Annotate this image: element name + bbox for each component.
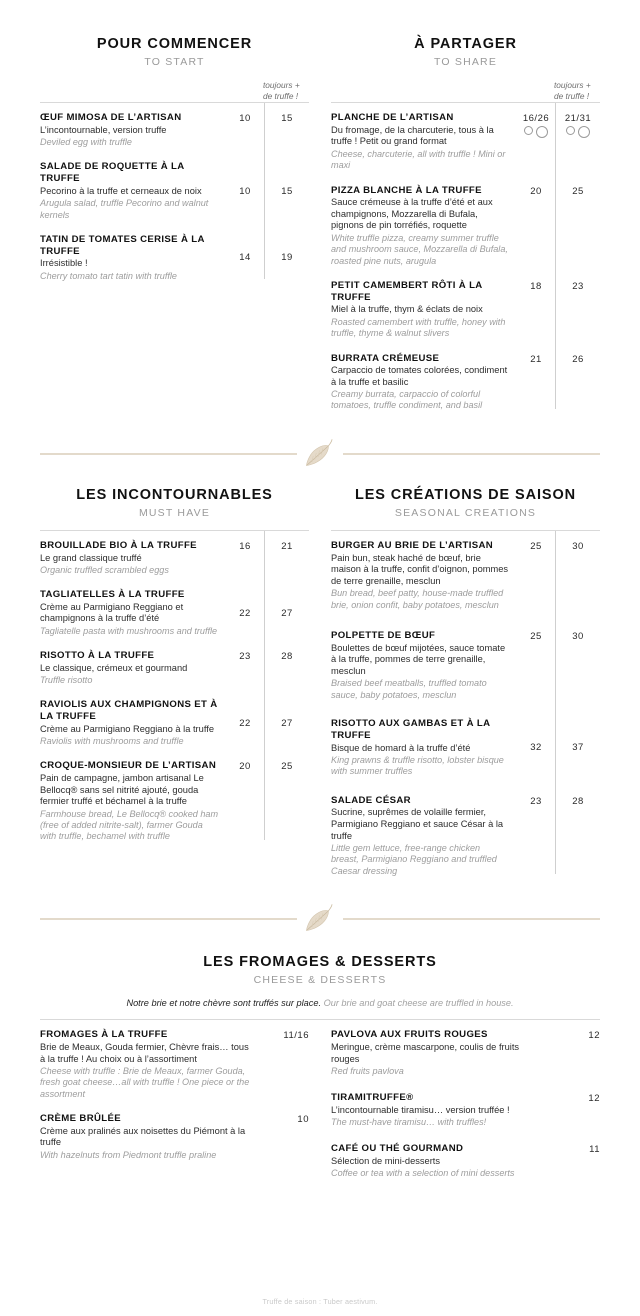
column-les-incontournables: [40, 487, 309, 880]
menu-item[interactable]: [331, 343, 600, 415]
column-fromages: [40, 1020, 309, 1182]
item-price-standard: 20: [239, 761, 251, 773]
column-a-partager: [331, 36, 600, 415]
price-note: [40, 80, 309, 102]
section-subtitle: SEASONAL CREATIONS: [394, 506, 537, 519]
item-name: CROQUE-MONSIEUR DE L’ARTISAN: [40, 760, 217, 772]
section-header: [331, 36, 600, 68]
item-name: PIZZA BLANCHE À LA TRUFFE: [331, 184, 482, 196]
item-description: L’incontournable, version truffe: [40, 124, 167, 135]
ornament-divider: [40, 437, 600, 471]
menu-item[interactable]: [331, 1080, 600, 1131]
item-description: Crème au Parmigiano Reggiano et champignons à la truffe d’été: [40, 601, 184, 624]
section-subtitle: CHEESE & DESSERTS: [253, 973, 387, 986]
cheese-notice-en: Our brie and goat cheese are truffled in house.: [323, 998, 514, 1009]
item-price-extra-truffle: 28: [281, 651, 293, 663]
item-price-standard: 20: [530, 185, 542, 197]
item-list: [331, 1020, 600, 1182]
item-name: ŒUF MIMOSA DE L’ARTISAN: [40, 112, 182, 124]
price-column-divider: [264, 103, 265, 279]
item-price-standard: 16: [239, 541, 251, 553]
item-description-en: Truffle risotto: [40, 674, 93, 685]
menu-item[interactable]: [40, 689, 309, 750]
menu-block-starters: [40, 36, 600, 415]
item-name: POLPETTE DE BŒUF: [331, 630, 436, 642]
footer-note: Truffe de saison : Tuber aestivum.: [262, 1297, 378, 1306]
divider-line-right: [343, 918, 600, 919]
item-description-en: King prawns & truffle risotto, lobster bisque with summer truffles: [331, 754, 504, 777]
item-name: PETIT CAMEMBERT RÔTI À LA TRUFFE: [331, 280, 483, 303]
item-price-extra-truffle: 19: [281, 252, 293, 264]
price-value: 16/26: [522, 113, 550, 125]
ornament-divider: [40, 902, 600, 936]
price-column-divider: [555, 103, 556, 409]
item-name: TATIN DE TOMATES CERISE À LA TRUFFE: [40, 233, 205, 257]
item-price: 10: [297, 1114, 309, 1126]
divider-line-left: [40, 453, 297, 454]
menu-item[interactable]: [331, 781, 600, 880]
item-description-en: White truffle pizza, creamy summer truffle and mushroom sauce, Mozzarella di Bufala, roasted pine nuts, arugula: [331, 232, 508, 266]
item-price: 11: [589, 1144, 600, 1156]
menu-item[interactable]: [40, 579, 309, 640]
cheese-notice: [40, 998, 600, 1008]
item-price-extra-truffle: 28: [572, 795, 584, 807]
item-description: Bisque de homard à la truffe d’été: [331, 742, 471, 753]
item-price-extra-truffle: 21: [281, 541, 293, 553]
small-portion-icon: [524, 126, 533, 135]
portion-size-icon: [516, 126, 556, 138]
item-price-extra-truffle: 27: [281, 607, 293, 619]
item-price: 12: [588, 1030, 600, 1042]
section-title: POUR COMMENCER: [96, 36, 253, 52]
item-name: BURGER AU BRIE DE L’ARTISAN: [331, 540, 494, 552]
item-description: Sauce crémeuse à la truffe d’été et aux champignons, Mozzarella di Bufala, pignons de pin torréfiés, roquette: [331, 197, 493, 231]
item-name: CRÈME BRÛLÉE: [40, 1113, 121, 1125]
item-description: L’incontournable tiramisu… version truffée !: [331, 1104, 510, 1115]
item-description: Miel à la truffe, thym & éclats de noix: [331, 304, 483, 315]
item-description: Le grand classique truffé: [40, 552, 142, 563]
column-desserts: [331, 1020, 600, 1182]
item-list: [40, 531, 309, 846]
portion-size-icon: [556, 126, 600, 138]
cheese-notice-fr: Notre brie et notre chèvre sont truffés sur place.: [126, 998, 321, 1009]
item-name: SALADE CÉSAR: [331, 794, 411, 806]
item-description-en: Little gem lettuce, free-range chicken breast, Parmigiano Reggiano and truffled Caesar dressing: [331, 842, 497, 876]
item-name: PAVLOVA AUX FRUITS ROUGES: [331, 1029, 488, 1041]
price-column-divider: [264, 531, 265, 840]
price-note-line1: toujours +: [263, 80, 300, 91]
section-subtitle: TO SHARE: [433, 55, 498, 68]
item-description-en: Red fruits pavlova: [331, 1065, 404, 1076]
item-price-standard: 22: [239, 717, 251, 729]
section-subtitle: TO START: [144, 55, 205, 68]
item-description-en: Bun bread, beef patty, house-made truffled brie, onion confit, baby potatoes, mesclun: [331, 588, 504, 610]
menu-item[interactable]: [331, 1025, 600, 1080]
item-price-extra-truffle: 30: [572, 541, 584, 553]
menu-item[interactable]: [331, 536, 600, 614]
item-description-en: Creamy burrata, carpaccio of colorful tomatoes, truffle condiment, and basil: [331, 388, 483, 411]
item-price-extra-truffle: 25: [572, 185, 584, 197]
item-price-standard: [516, 112, 556, 137]
item-price-standard: 23: [530, 795, 542, 807]
menu-item[interactable]: [331, 175, 600, 270]
cheese-dessert-columns: [40, 1020, 600, 1182]
price-note: [331, 80, 600, 102]
section-header: [331, 487, 600, 519]
feather-leaf-icon: [297, 437, 343, 471]
item-name: RISOTTO À LA TRUFFE: [40, 650, 155, 662]
item-description-en: Cheese, charcuterie, all with truffle ! Mini or maxi: [331, 148, 506, 171]
menu-item[interactable]: [331, 704, 600, 781]
item-description-en: Tagliatelle pasta with mushrooms and truffle: [40, 625, 218, 636]
item-description-en: Braised beef meatballs, truffled tomato sauce, baby potatoes, mesclun: [331, 678, 487, 700]
item-name: TAGLIATELLES À LA TRUFFE: [40, 589, 185, 601]
item-price-extra-truffle: 15: [281, 185, 293, 197]
item-description: Irrésistible !: [40, 258, 88, 269]
item-name: RAVIOLIS AUX CHAMPIGNONS ET À LA TRUFFE: [40, 699, 218, 723]
item-list: [40, 103, 309, 285]
column-les-creations-de-saison: [331, 487, 600, 880]
menu-item[interactable]: [40, 536, 309, 579]
item-price-standard: 23: [239, 651, 251, 663]
item-name: BROUILLADE BIO À LA TRUFFE: [40, 540, 197, 552]
column-pour-commencer: [40, 36, 309, 415]
item-description-en: Roasted camembert with truffle, honey with truffle, thyme & walnut slivers: [331, 316, 506, 339]
feather-leaf-icon: [297, 902, 343, 936]
menu-item[interactable]: [331, 614, 600, 704]
item-list: [331, 103, 600, 415]
section-subtitle: MUST HAVE: [138, 506, 211, 519]
price-note-line2: de truffe !: [554, 90, 590, 101]
item-list: [40, 1020, 309, 1164]
item-description: Sucrine, suprêmes de volaille fermier, Parmigiano Reggiano et sauce César à la truffe: [331, 807, 504, 841]
item-price-extra-truffle: 23: [572, 281, 584, 293]
section-header: [40, 36, 309, 68]
section-title: LES FROMAGES & DESSERTS: [203, 954, 437, 971]
price-column-divider: [555, 531, 556, 874]
menu-item[interactable]: [40, 640, 309, 689]
menu-item[interactable]: [331, 270, 600, 343]
item-price-extra-truffle: 15: [281, 113, 293, 125]
menu-item[interactable]: [40, 1025, 309, 1103]
item-name: FROMAGES À LA TRUFFE: [40, 1029, 168, 1041]
item-description: Boulettes de bœuf mijotées, sauce tomate à la truffe, pommes de terre grenaille, mesclun: [331, 642, 506, 677]
section-title: LES INCONTOURNABLES: [76, 486, 273, 503]
menu-page: [0, 36, 640, 1316]
item-description-en: Deviled egg with truffle: [40, 136, 132, 147]
item-description-en: With hazelnuts from Piedmont truffle praline: [40, 1149, 217, 1160]
item-description: Pain bun, steak haché de bœuf, brie maison à la truffe, confit d’oignon, pommes de terre grenaille, mesclun: [331, 552, 509, 587]
item-price-standard: 10: [239, 185, 251, 197]
item-description: Pecorino à la truffe et cerneaux de noix: [40, 185, 202, 196]
item-description: Sélection de mini-desserts: [331, 1155, 441, 1166]
item-price-standard: 18: [530, 281, 542, 293]
section-title: LES CRÉATIONS DE SAISON: [354, 486, 577, 503]
section-header: [40, 487, 309, 519]
item-description-en: Farmhouse bread, Le Bellocq® cooked ham (free of added nitrite-salt), farmer Gouda with truffle, bechamel with truffle: [40, 808, 219, 842]
item-price-standard: 21: [530, 353, 542, 365]
item-price-extra-truffle: 25: [281, 761, 293, 773]
price-note-line1: toujours +: [554, 80, 591, 91]
item-description-en: Cherry tomato tart tatin with truffle: [40, 270, 177, 281]
item-price-standard: 25: [530, 541, 542, 553]
menu-item[interactable]: [40, 151, 309, 224]
menu-item[interactable]: [331, 1131, 600, 1182]
item-name: BURRATA CRÉMEUSE: [331, 352, 440, 364]
item-name: RISOTTO AUX GAMBAS ET À LA TRUFFE: [331, 718, 491, 742]
menu-item[interactable]: [40, 108, 309, 151]
item-price-extra-truffle: 26: [572, 353, 584, 365]
price-value: 21/31: [564, 113, 592, 125]
item-description: Crème aux pralinés aux noisettes du Piémont à la truffe: [40, 1125, 246, 1148]
item-price-standard: 22: [239, 607, 251, 619]
item-description-en: Cheese with truffle : Brie de Meaux, farmer Gouda, fresh goat cheese…all with truffle ! One piece or the assortment: [40, 1065, 250, 1099]
item-description-en: Raviolis with mushrooms and truffle: [40, 735, 184, 746]
item-price-standard: 14: [239, 252, 251, 264]
large-portion-icon: [536, 126, 548, 138]
section-title: À PARTAGER: [414, 36, 517, 52]
section-header: [40, 954, 600, 986]
item-description-en: Organic truffled scrambled eggs: [40, 564, 169, 575]
menu-item[interactable]: [40, 224, 309, 285]
menu-item[interactable]: [40, 1103, 309, 1164]
small-portion-icon: [566, 126, 575, 135]
item-price-standard: 25: [530, 631, 542, 643]
item-name: PLANCHE DE L’ARTISAN: [331, 112, 454, 124]
item-description: Du fromage, de la charcuterie, tous à la truffe ! Petit ou grand format: [331, 124, 494, 147]
item-description: Le classique, crémeux et gourmand: [40, 662, 188, 673]
item-description: Carpaccio de tomates colorées, condiment à la truffe et basilic: [331, 365, 508, 387]
item-description-en: Arugula salad, truffle Pecorino and walnut kernels: [40, 198, 209, 220]
large-portion-icon: [578, 126, 590, 138]
menu-block-mains: [40, 487, 600, 880]
item-description: Meringue, crème mascarpone, coulis de fruits rouges: [331, 1041, 520, 1064]
item-name: SALADE DE ROQUETTE À LA TRUFFE: [40, 161, 185, 185]
item-price-extra-truffle: [556, 112, 600, 137]
item-price-extra-truffle: 37: [572, 742, 584, 754]
item-description: Pain de campagne, jambon artisanal Le Bellocq® sans sel nitrité ajouté, gouda fermier truffé et béchamel à la truffe: [40, 772, 204, 807]
price-note-line2: de truffe !: [263, 90, 299, 101]
item-description: Crème au Parmigiano Reggiano à la truffe: [40, 723, 214, 734]
item-price-extra-truffle: 27: [281, 717, 293, 729]
item-description-en: Coffee or tea with a selection of mini desserts: [331, 1168, 515, 1179]
menu-block-cheese-desserts: [40, 954, 600, 1182]
item-price: 12: [588, 1093, 600, 1105]
divider-line-left: [40, 918, 297, 919]
menu-item[interactable]: [331, 108, 600, 174]
item-name: CAFÉ OU THÉ GOURMAND: [331, 1143, 464, 1155]
item-description-en: The must-have tiramisu… with truffles!: [331, 1116, 487, 1127]
item-price-extra-truffle: 30: [572, 631, 584, 643]
item-price: 11/16: [283, 1030, 309, 1042]
item-price-standard: 10: [239, 113, 251, 125]
item-name: TIRAMITRUFFE®: [331, 1092, 414, 1104]
menu-item[interactable]: [40, 750, 309, 845]
item-description: Brie de Meaux, Gouda fermier, Chèvre frais… tous à la truffe ! Au choix ou à l’assortiment: [40, 1041, 249, 1064]
item-list: [331, 531, 600, 880]
item-price-standard: 32: [530, 742, 542, 754]
divider-line-right: [343, 453, 600, 454]
